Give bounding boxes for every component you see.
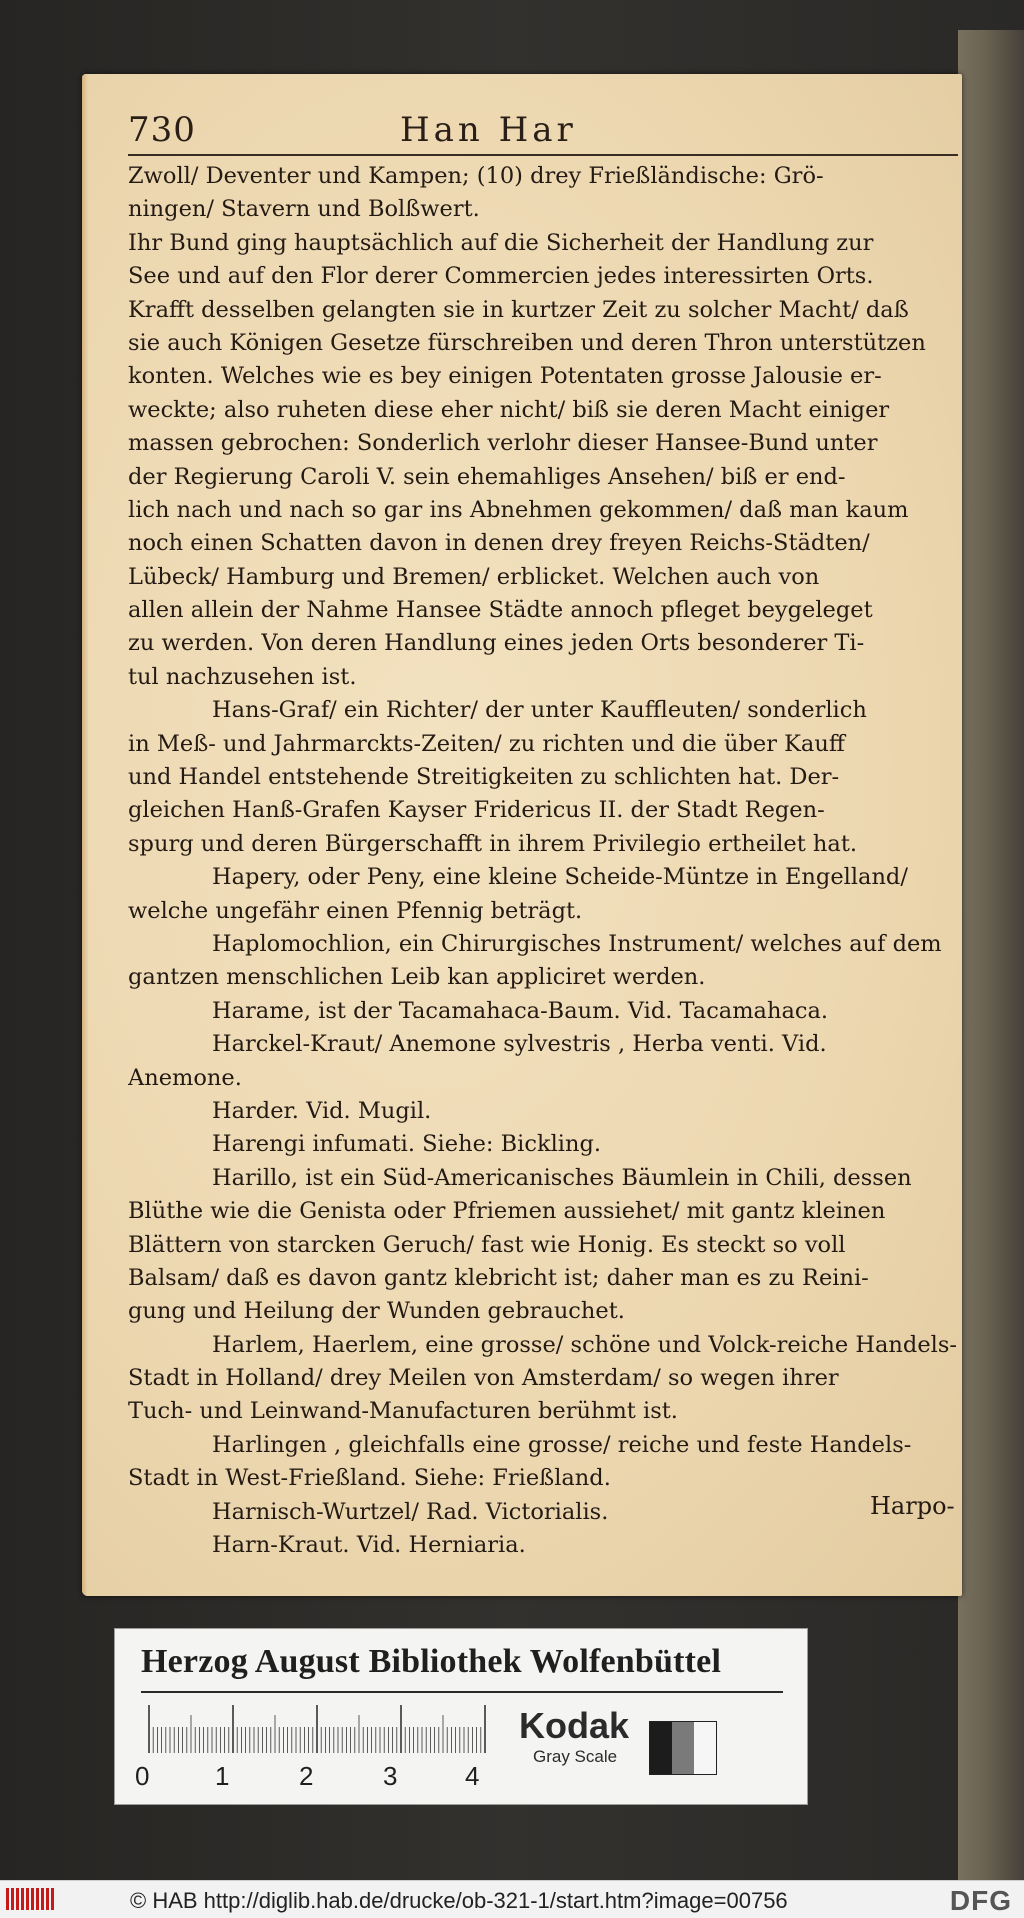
text-line: Tuch- und Leinwand-Manufacturen berühmt ist. bbox=[128, 1398, 678, 1425]
ruler-number: 4 bbox=[465, 1761, 480, 1791]
header-rule bbox=[128, 154, 958, 156]
text-line: der Regierung Caroli V. sein ehemahliges Ansehen/ biß er end- bbox=[128, 463, 846, 490]
text-line: spurg und deren Bürgerschafft in ihrem Privilegio ertheilet hat. bbox=[128, 830, 858, 857]
text-line: Harder. Vid. Mugil. bbox=[212, 1097, 432, 1124]
text-line: Blättern von starcken Geruch/ fast wie Honig. Es steckt so voll bbox=[128, 1231, 846, 1258]
text-line: Anemone. bbox=[128, 1064, 242, 1091]
text-line: Harengi infumati. Siehe: Bickling. bbox=[212, 1131, 602, 1158]
text-line: Hans-Graf/ ein Richter/ der unter Kauffleuten/ sonderlich bbox=[212, 697, 867, 724]
footer-bar bbox=[0, 1880, 1024, 1918]
gray-scale-label: Gray Scale bbox=[533, 1747, 618, 1766]
text-line: gantzen menschlichen Leib kan appliciret werden. bbox=[128, 964, 706, 991]
ruler-number: 3 bbox=[383, 1761, 398, 1791]
adjacent-page-edge bbox=[958, 30, 1024, 1880]
card-rule bbox=[141, 1691, 783, 1693]
text-line: See und auf den Flor derer Commercien jedes interessirten Orts. bbox=[128, 263, 874, 290]
card-title: Herzog August Bibliothek Wolfenbüttel bbox=[141, 1643, 722, 1680]
ruler-number: 2 bbox=[299, 1761, 314, 1791]
ruler-scale bbox=[145, 1705, 505, 1755]
text-line: Harlingen , gleichfalls eine grosse/ reiche und feste Handels- bbox=[212, 1431, 912, 1458]
kodak-logo: Kodak bbox=[519, 1705, 630, 1746]
text-line: Zwoll/ Deventer und Kampen; (10) drey Frießländische: Grö- bbox=[128, 163, 824, 189]
page-edge bbox=[82, 74, 88, 1596]
text-line: und Handel entstehende Streitigkeiten zu schlichten hat. Der- bbox=[128, 764, 840, 791]
page-body-text bbox=[128, 160, 958, 1562]
ruler-number: 1 bbox=[215, 1761, 230, 1791]
gray-scale-swatches bbox=[649, 1721, 717, 1775]
text-line: konten. Welches wie es bey einigen Potentaten grosse Jalousie er- bbox=[128, 363, 882, 390]
text-line: gung und Heilung der Wunden gebrauchet. bbox=[128, 1298, 625, 1325]
text-line: Blüthe wie die Genista oder Pfriemen aussiehet/ mit gantz kleinen bbox=[128, 1198, 886, 1225]
text-line: Haplomochlion, ein Chirurgisches Instrument/ welches auf dem bbox=[212, 930, 942, 957]
text-line: zu werden. Von deren Handlung eines jeden Orts besonderer Ti- bbox=[128, 630, 865, 657]
running-head: Han Har bbox=[400, 110, 577, 150]
text-line: welche ungefähr einen Pfennig beträgt. bbox=[128, 897, 583, 924]
text-line: Lübeck/ Hamburg und Bremen/ erblicket. Welchen auch von bbox=[128, 563, 820, 590]
text-line: weckte; also ruheten diese eher nicht/ biß sie deren Macht einiger bbox=[128, 396, 890, 423]
text-line: Krafft desselben gelangten sie in kurtzer Zeit zu solcher Macht/ daß bbox=[128, 296, 909, 323]
hab-logo-icon bbox=[6, 1888, 54, 1910]
text-line: allen allein der Nahme Hansee Städte annoch pfleget beygeleget bbox=[128, 597, 873, 624]
text-line: Harlem, Haerlem, eine grosse/ schöne und Volck-reiche Handels- bbox=[212, 1331, 957, 1358]
text-line: massen gebrochen: Sonderlich verlohr dieser Hansee-Bund unter bbox=[128, 430, 878, 457]
ruler-number: 0 bbox=[135, 1761, 150, 1791]
catchword: Harpo- bbox=[870, 1492, 955, 1520]
text-line: Harillo, ist ein Süd-Americanisches Bäumlein in Chili, dessen bbox=[212, 1164, 912, 1191]
text-line: Balsam/ daß es davon gantz klebricht ist; daher man es zu Reini- bbox=[128, 1264, 869, 1291]
footer-link[interactable]: © HAB http://diglib.hab.de/drucke/ob-321-1/start.htm?image=00756 bbox=[130, 1888, 788, 1913]
text-line: lich nach und nach so gar ins Abnehmen gekommen/ daß man kaum bbox=[128, 496, 909, 523]
text-line: Hapery, oder Peny, eine kleine Scheide-Müntze in Engelland/ bbox=[212, 864, 908, 891]
text-line: Harnisch-Wurtzel/ Rad. Victorialis. bbox=[212, 1498, 609, 1525]
dfg-logo: DFG bbox=[949, 1885, 1012, 1916]
text-line: sie auch Königen Gesetze fürschreiben und deren Thron unterstützen bbox=[128, 329, 926, 356]
text-line: Harame, ist der Tacamahaca-Baum. Vid. Tacamahaca. bbox=[212, 997, 829, 1024]
text-line: Ihr Bund ging hauptsächlich auf die Sicherheit der Handlung zur bbox=[128, 229, 874, 256]
text-line: tul nachzusehen ist. bbox=[128, 663, 357, 690]
color-card bbox=[114, 1628, 808, 1805]
page-number: 730 bbox=[128, 110, 196, 150]
text-line: noch einen Schatten davon in denen drey freyen Reichs-Städten/ bbox=[128, 530, 870, 557]
text-line: Harn-Kraut. Vid. Herniaria. bbox=[212, 1532, 526, 1559]
text-line: in Meß- und Jahrmarckts-Zeiten/ zu richten und die über Kauff bbox=[128, 730, 845, 757]
text-line: Stadt in West-Frießland. Siehe: Frießland. bbox=[128, 1465, 611, 1492]
text-line: gleichen Hanß-Grafen Kayser Fridericus II. der Stadt Regen- bbox=[128, 797, 825, 824]
text-line: Harckel-Kraut/ Anemone sylvestris , Herba venti. Vid. bbox=[212, 1031, 827, 1058]
text-line: Stadt in Holland/ drey Meilen von Amsterdam/ so wegen ihrer bbox=[128, 1365, 839, 1392]
text-line: ningen/ Stavern und Bolßwert. bbox=[128, 196, 480, 223]
